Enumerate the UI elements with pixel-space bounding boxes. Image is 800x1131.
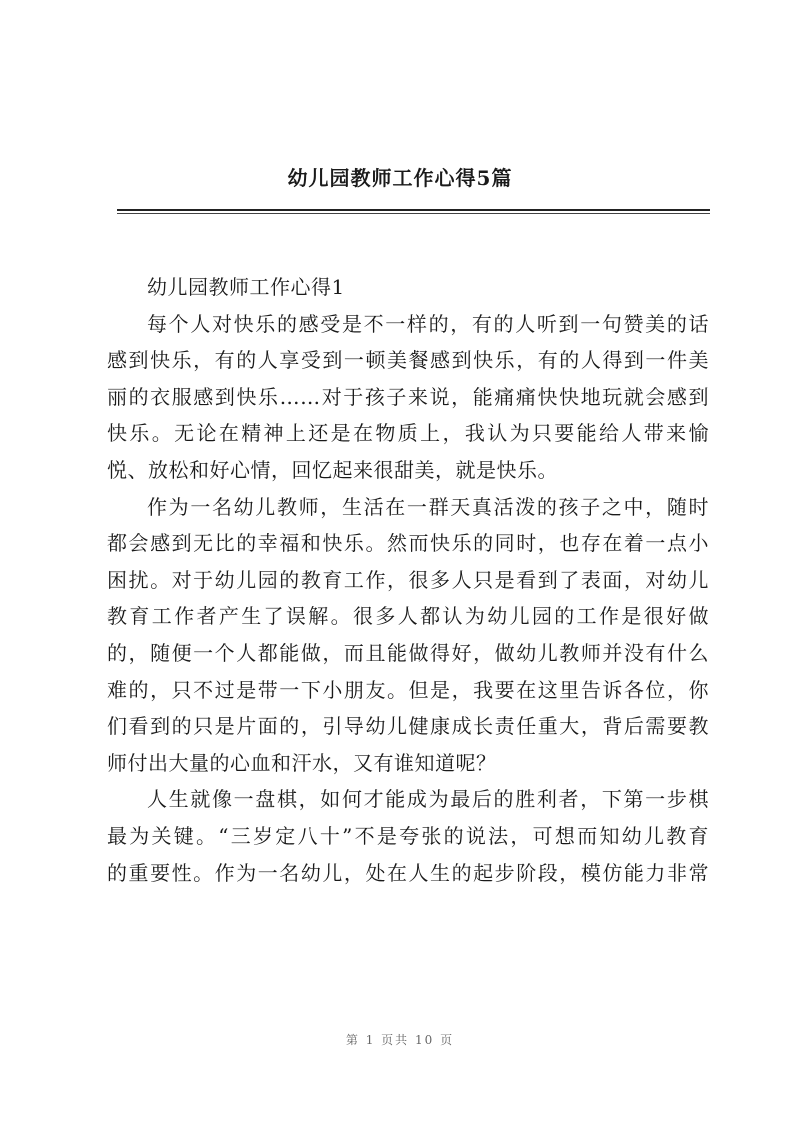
paragraph-line: 悦、放松和好心情，回忆起来很甜美，就是快乐。 [107, 457, 558, 482]
paragraph-line: 困扰。对于幼儿园的教育工作，很多人只是看到了表面，对幼儿 [107, 567, 709, 592]
paragraph-line: 人生就像一盘棋，如何才能成为最后的胜利者，下第一步棋 [147, 787, 709, 812]
paragraph-line: 作为一名幼儿教师，生活在一群天真活泼的孩子之中，随时 [147, 494, 709, 519]
document-title: 幼儿园教师工作心得5篇 [287, 166, 513, 190]
paragraph-line: 师付出大量的心血和汗水，又有谁知道呢？ [107, 750, 497, 775]
paragraph-line: 感到快乐，有的人享受到一顿美餐感到快乐，有的人得到一件美 [107, 348, 709, 373]
paragraph-line: 快乐。无论在精神上还是在物质上，我认为只要能给人带来愉 [107, 421, 709, 446]
section-heading: 幼儿园教师工作心得1 [147, 275, 345, 299]
paragraph-line: 教育工作者产生了误解。很多人都认为幼儿园的工作是很好做 [107, 604, 709, 629]
title-divider-thin [117, 213, 710, 214]
paragraph-line: 每个人对快乐的感受是不一样的，有的人听到一句赞美的话 [147, 311, 709, 336]
paragraph-line: 的重要性。作为一名幼儿，处在人生的起步阶段，模仿能力非常 [107, 860, 709, 885]
page-number: 第 1 页共 10 页 [345, 1033, 455, 1047]
paragraph-line: 最为关键。“三岁定八十”不是夸张的说法，可想而知幼儿教育 [107, 823, 709, 848]
title-divider [117, 209, 710, 211]
paragraph-line: 的，随便一个人都能做，而且能做得好，做幼儿教师并没有什么 [107, 640, 709, 665]
document-body [107, 269, 709, 891]
paragraph-line: 们看到的只是片面的，引导幼儿健康成长责任重大，背后需要教 [107, 714, 709, 739]
paragraph-line: 都会感到无比的幸福和快乐。然而快乐的同时，也存在着一点小 [107, 531, 709, 556]
paragraph-line: 丽的衣服感到快乐……对于孩子来说，能痛痛快快地玩就会感到 [107, 384, 709, 409]
paragraph-line: 难的，只不过是带一下小朋友。但是，我要在这里告诉各位，你 [107, 677, 709, 702]
